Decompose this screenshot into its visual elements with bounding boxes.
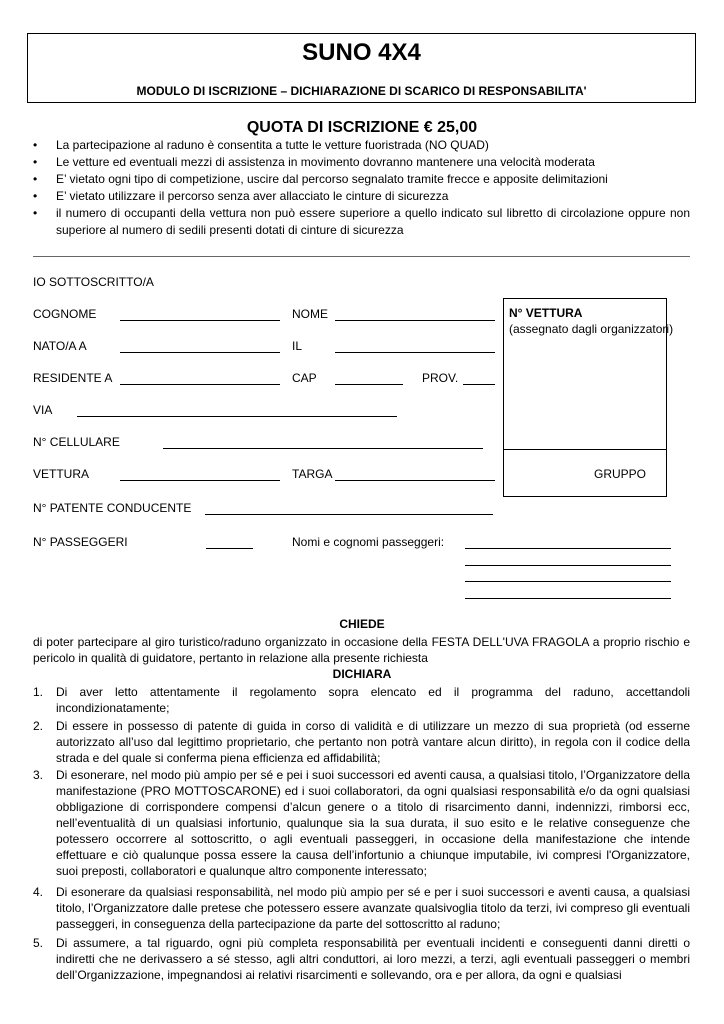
dichiara-item-text: Di essere in possesso di patente di guida in corso di validità e di utilizzare un mezzo di sua proprietà (od esserne autorizzato all’uso dal legittimo proprietario, che pertanto non potrà vantare alcun diritto), in regola con il codice della strada e del quale si conferma piena efficienza ed affidabilità; xyxy=(56,719,690,765)
targa-label: TARGA xyxy=(292,467,333,481)
dichiara-item-text: Di assumere, a tal riguardo, ogni più completa responsabilità per eventuali incidenti e conseguenti danni diretti o indiretti che ne derivassero a sé stesso, agli altri conduttori, ai loro mezzi, a terzi, agli eventuali passeggeri o membri dell’Organizzazione, impegnandosi ai relativi risarcimenti e sollevando, ora e per allora, da ogni e qualsiasi xyxy=(56,936,690,982)
vettura-field[interactable] xyxy=(120,480,280,481)
via-label: VIA xyxy=(33,403,53,417)
nomi-passeggeri-label: Nomi e cognomi passeggeri: xyxy=(292,535,445,549)
cognome-label: COGNOME xyxy=(33,307,97,321)
assegnato-label: (assegnato dagli organizzatori) xyxy=(509,322,674,336)
residente-label: RESIDENTE A xyxy=(33,371,113,385)
n-vettura-label: N° VETTURA xyxy=(509,306,583,320)
page-title: SUNO 4X4 xyxy=(302,39,421,66)
nome-field[interactable] xyxy=(335,320,495,321)
dichiara-item-text: Di esonerare, nel modo più ampio per sé e pei i suoi successori ed aventi causa, a qualsiasi titolo, l’Organizzatore della manifestazione (PRO MOTTOSCARONE) ed i suoi collaboratori, da ogni qualsiasi responsabilità e/o da ogni qualsiasi obbligazione di corrispondere compensi d’alcun genere o a titolo di risarcimento danni, indennizzi, rimborsi ecc, nell’eventualità di un qualsiasi infortunio, qualunque sia la sua durata, il suo esito e le relative conseguenze che potessero occorrere al sottoscritto, o agli eventuali passeggeri, in occasione della manifestazione che intende effettuare e ciò qualunque possa essere la causa dell’infortunio a chiunque imputabile, ivi compresi l'Organizzatore, suoi preposti, collaboratori e qualunque altro componente interessato; xyxy=(56,768,690,878)
dichiara-item-text: Di aver letto attentamente il regolamento sopra elencato ed il programma del raduno, accettandoli incondizionatamente; xyxy=(56,685,690,715)
divider xyxy=(33,256,690,257)
passeggero-field[interactable] xyxy=(465,565,671,566)
item-number: 5. xyxy=(33,936,44,950)
residente-field[interactable] xyxy=(120,384,280,385)
il-field[interactable] xyxy=(335,352,495,353)
passeggero-field[interactable] xyxy=(465,581,671,582)
il-label: IL xyxy=(292,339,303,353)
item-number: 1. xyxy=(33,685,44,699)
passeggeri-label: N° PASSEGGERI xyxy=(33,535,128,549)
sottoscritto-label: IO SOTTOSCRITTO/A xyxy=(33,275,154,289)
dichiara-heading: DICHIARA xyxy=(332,667,392,681)
prov-label: PROV. xyxy=(422,371,459,385)
dichiara-item-text: Di esonerare da qualsiasi responsabilità, nel modo più ampio per sé e per i suoi successori e aventi causa, a qualsiasi titolo, l’Organizzatore dalle pretese che potessero essere avanzate qualsivoglia titolo da terzi, ivi compreso gli eventuali passeggeri, in conseguenza della partecipazione da parte del sottoscritto al raduno; xyxy=(56,885,690,931)
passeggeri-field[interactable] xyxy=(206,548,253,549)
gruppo-label: GRUPPO xyxy=(594,467,647,481)
page-subtitle: MODULO DI ISCRIZIONE – DICHIARAZIONE DI SCARICO DI RESPONSABILITA' xyxy=(136,84,587,98)
patente-field[interactable] xyxy=(205,514,493,515)
rule-text: E’ vietato utilizzare il percorso senza aver allacciato le cinture di sicurezza xyxy=(56,189,449,203)
bullet: • xyxy=(33,172,38,186)
item-number: 3. xyxy=(33,768,44,782)
bullet: • xyxy=(33,138,38,152)
chiede-heading: CHIEDE xyxy=(339,617,385,631)
rule-text: E’ vietato ogni tipo di competizione, uscire dal percorso segnalato tramite frecce e apposite delimitazioni xyxy=(56,172,608,186)
bullet: • xyxy=(33,155,38,169)
cellulare-field[interactable] xyxy=(163,448,483,449)
nato-label: NATO/A A xyxy=(33,339,87,353)
cap-label: CAP xyxy=(292,371,317,385)
vettura-box-divider xyxy=(503,449,667,450)
cellulare-label: N° CELLULARE xyxy=(33,435,120,449)
via-field[interactable] xyxy=(77,416,397,417)
item-number: 4. xyxy=(33,885,44,899)
vettura-label: VETTURA xyxy=(33,467,90,481)
item-number: 2. xyxy=(33,719,44,733)
rule-text: il numero di occupanti della vettura non può essere superiore a quello indicato sul libretto di circolazione oppure non superiore al numero di sedili presenti dotati di cinture di sicurezza xyxy=(56,206,690,237)
prov-field[interactable] xyxy=(463,384,495,385)
nome-label: NOME xyxy=(292,307,328,321)
rule-text: Le vetture ed eventuali mezzi di assistenza in movimento dovranno mantenere una velocità moderata xyxy=(56,155,595,169)
cognome-field[interactable] xyxy=(120,320,280,321)
passeggero-field[interactable] xyxy=(465,598,671,599)
passeggero-field[interactable] xyxy=(465,548,671,549)
nato-field[interactable] xyxy=(120,352,280,353)
chiede-text: di poter partecipare al giro turistico/raduno organizzato in occasione della FESTA DELL'UVA FRAGOLA a proprio rischio e pericolo in qualità di guidatore, pertanto in relazione alla presente richiesta xyxy=(33,635,690,665)
targa-field[interactable] xyxy=(335,480,495,481)
patente-label: N° PATENTE CONDUCENTE xyxy=(33,501,192,515)
quota-heading: QUOTA DI ISCRIZIONE € 25,00 xyxy=(246,119,478,136)
bullet: • xyxy=(33,189,38,203)
cap-field[interactable] xyxy=(335,384,403,385)
rule-text: La partecipazione al raduno è consentita a tutte le vetture fuoristrada (NO QUAD) xyxy=(56,138,489,152)
bullet: • xyxy=(33,206,38,220)
